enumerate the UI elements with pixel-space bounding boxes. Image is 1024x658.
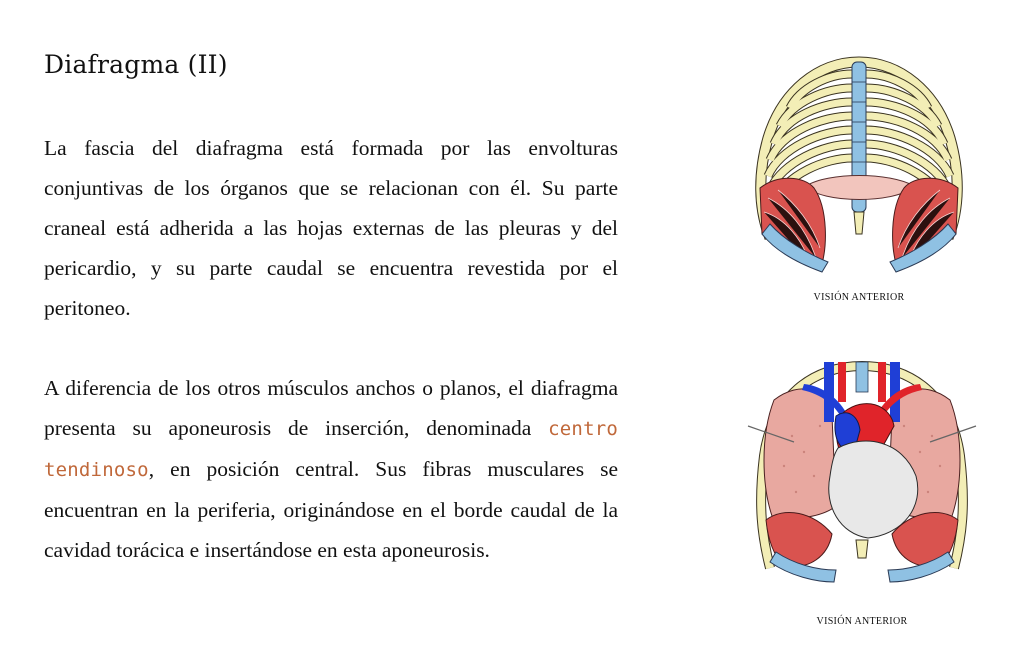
paragraph-text-before: A diferencia de los otros músculos anchos o planos, el diafragma presenta su aponeurosis de inserción, denominada [44,376,618,440]
rib-cage-diaphragm-illustration [748,48,970,288]
figure-caption: VISIÓN ANTERIOR [813,292,905,303]
paragraph-text-after: , en posición central. Sus fibras musculares se encuentran en la periferia, originándose en el borde caudal de la cavidad torácica e insertándose en esta aponeurosis. [44,457,618,562]
paragraph-aponeurosis [44,368,618,570]
figure-thorax [744,356,980,636]
figure-caption: VISIÓN ANTERIOR [816,616,908,627]
page-title: Diafragma (II) [44,50,228,79]
figure-rib-cage [748,48,970,312]
paragraph-fascia: La fascia del diafragma está formada por las envolturas conjuntivas de los órganos que se relacionan con él. Su parte craneal está adherida a las hojas externas de las pleuras y del pericardio, y su parte caudal se encuentra revestida por el peritoneo. [44,136,618,320]
thorax-lungs-heart-illustration [744,356,980,612]
centro-tendinoso-term: centro tendinoso [44,418,618,481]
